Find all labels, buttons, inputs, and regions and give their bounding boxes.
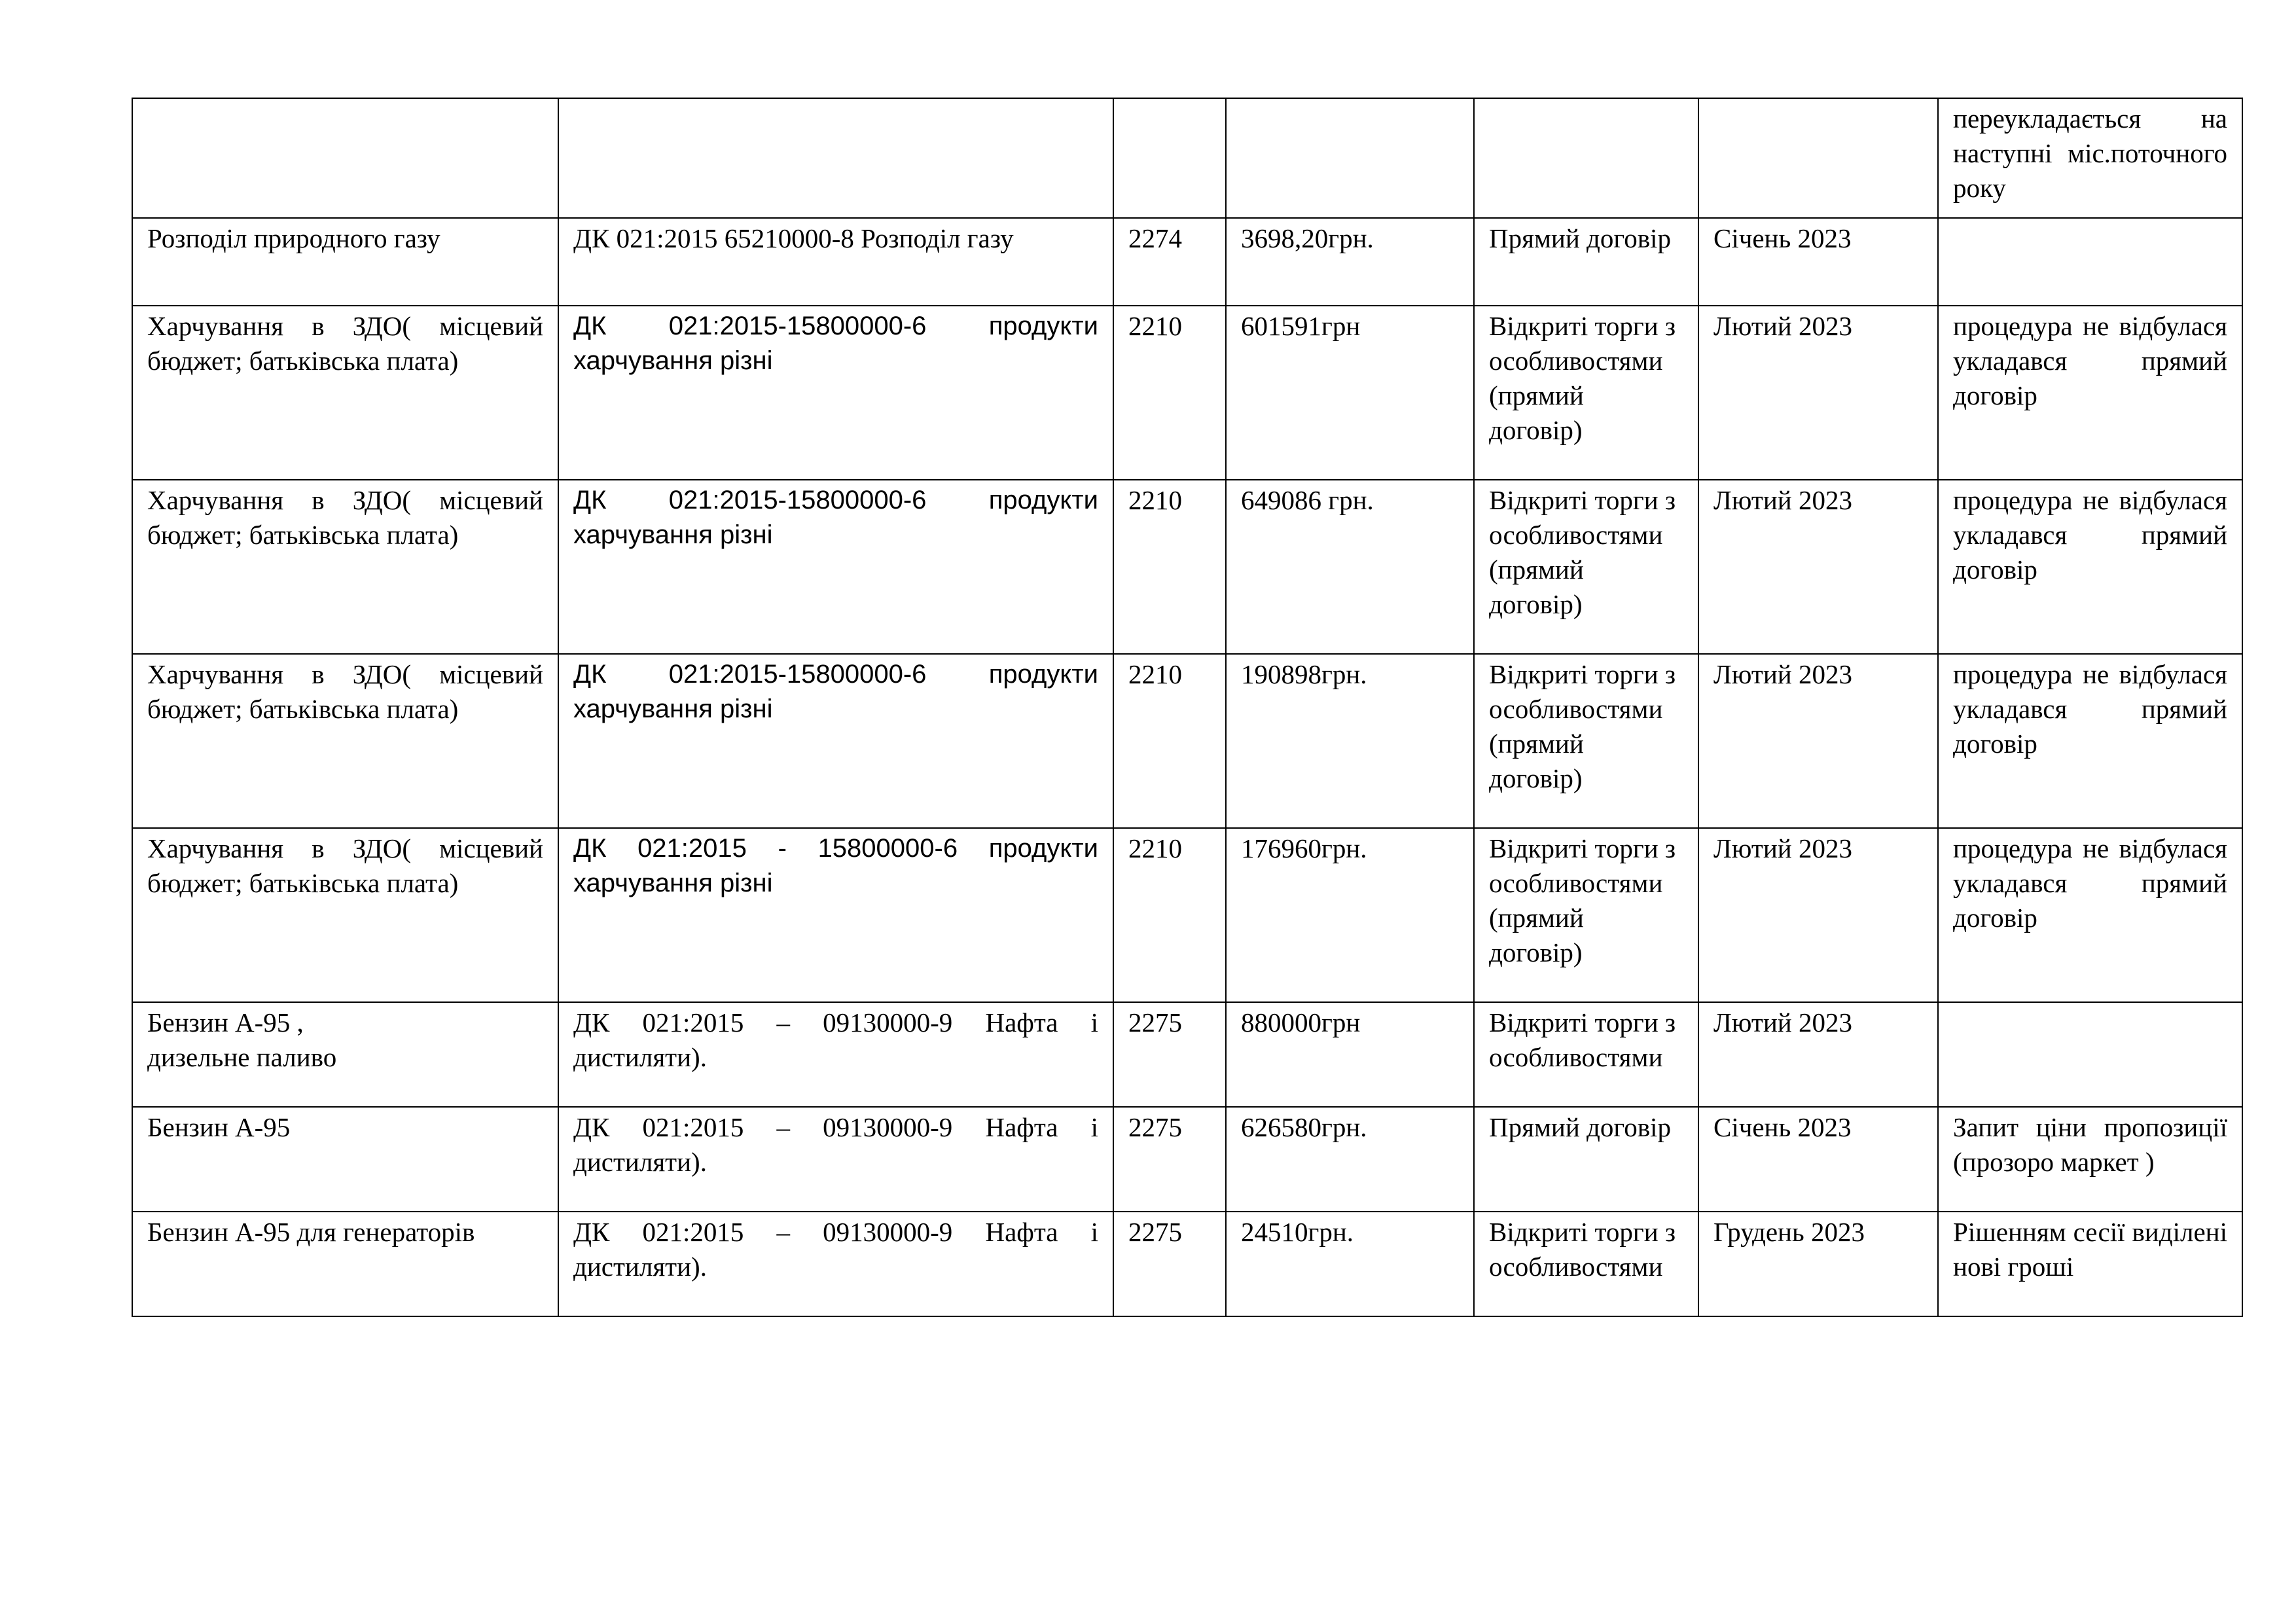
item-name-cell: Харчування в ЗДО( місцевий бюджет; батьківська плата) [132,654,558,828]
amount-cell: 649086 грн. [1226,480,1474,654]
table-row [132,1002,2242,1107]
kekv-cell: 2210 [1113,306,1226,480]
amount-cell: 176960грн. [1226,828,1474,1002]
cpv-code-cell: ДК 021:2015 – 09130000-9 Нафта і дистиляти). [558,1002,1113,1107]
amount-cell: 190898грн. [1226,654,1474,828]
item-name-cell [132,1002,558,1107]
note-cell: Запит ціни пропозиції (прозоро маркет ) [1938,1107,2242,1212]
date-cell: Лютий 2023 [1698,1002,1938,1107]
note-cell: процедура не відбулася укладався прямий договір [1938,654,2242,828]
note-cell: Рішенням сесії виділені нові гроші [1938,1212,2242,1316]
item-name-cell: Харчування в ЗДО( місцевий бюджет; батьківська плата) [132,828,558,1002]
amount-cell: 601591грн [1226,306,1474,480]
procedure-cell: Відкриті торги з особливостями (прямий договір) [1474,828,1698,1002]
cpv-code-cell: ДК 021:2015 – 09130000-9 Нафта і дистиляти). [558,1212,1113,1316]
cpv-code-cell: ДК 021:2015 65210000-8 Розподіл газу [558,218,1113,306]
procedure-cell: Прямий договір [1474,218,1698,306]
kekv-cell: 2210 [1113,480,1226,654]
table-row [132,218,2242,306]
note-cell: процедура не відбулася укладався прямий договір [1938,828,2242,1002]
amount-cell: 24510грн. [1226,1212,1474,1316]
note-cell: переукладається на наступні міс.поточного року [1938,98,2242,218]
table-row [132,1107,2242,1212]
cpv-code-cell: ДК 021:2015-15800000-6 продукти харчування різні [558,654,1113,828]
kekv-cell [1113,98,1226,218]
amount-cell [1226,98,1474,218]
procedure-cell: Відкриті торги з особливостями [1474,1212,1698,1316]
item-name-cell: Бензин А-95 для генераторів [132,1212,558,1316]
kekv-cell: 2275 [1113,1002,1226,1107]
table-row [132,828,2242,1002]
procedure-cell: Відкриті торги з особливостями (прямий договір) [1474,654,1698,828]
item-name-cell: Розподіл природного газу [132,218,558,306]
amount-cell: 626580грн. [1226,1107,1474,1212]
date-cell: Лютий 2023 [1698,480,1938,654]
note-cell [1938,1002,2242,1107]
date-cell: Січень 2023 [1698,1107,1938,1212]
item-name-cell: Харчування в ЗДО( місцевий бюджет; батьківська плата) [132,480,558,654]
table-row [132,98,2242,218]
item-name-cell: Харчування в ЗДО( місцевий бюджет; батьківська плата) [132,306,558,480]
date-cell: Лютий 2023 [1698,306,1938,480]
procedure-cell: Відкриті торги з особливостями (прямий договір) [1474,306,1698,480]
kekv-cell: 2210 [1113,828,1226,1002]
procedure-cell: Відкриті торги з особливостями (прямий договір) [1474,480,1698,654]
table-row [132,654,2242,828]
kekv-cell: 2210 [1113,654,1226,828]
table-row [132,480,2242,654]
date-cell: Січень 2023 [1698,218,1938,306]
procedure-cell: Прямий договір [1474,1107,1698,1212]
cpv-code-cell: ДК 021:2015-15800000-6 продукти харчування різні [558,480,1113,654]
item-name-line: дизельне паливо [147,1042,337,1072]
date-cell: Лютий 2023 [1698,828,1938,1002]
date-cell: Лютий 2023 [1698,654,1938,828]
kekv-cell: 2275 [1113,1212,1226,1316]
note-cell: процедура не відбулася укладався прямий договір [1938,480,2242,654]
note-cell [1938,218,2242,306]
cpv-code-cell [558,98,1113,218]
date-cell [1698,98,1938,218]
date-cell: Грудень 2023 [1698,1212,1938,1316]
amount-cell: 880000грн [1226,1002,1474,1107]
note-cell: процедура не відбулася укладався прямий договір [1938,306,2242,480]
item-name-cell: Бензин А-95 [132,1107,558,1212]
item-name-line: Бензин А-95 , [147,1007,304,1038]
cpv-code-cell: ДК 021:2015 - 15800000-6 продукти харчування різні [558,828,1113,1002]
amount-cell: 3698,20грн. [1226,218,1474,306]
item-name-cell [132,98,558,218]
kekv-cell: 2275 [1113,1107,1226,1212]
procedure-cell [1474,98,1698,218]
procurement-table [132,98,2243,1317]
cpv-code-cell: ДК 021:2015-15800000-6 продукти харчування різні [558,306,1113,480]
table-row [132,1212,2242,1316]
cpv-code-cell: ДК 021:2015 – 09130000-9 Нафта і дистиляти). [558,1107,1113,1212]
table-row [132,306,2242,480]
kekv-cell: 2274 [1113,218,1226,306]
procedure-cell: Відкриті торги з особливостями [1474,1002,1698,1107]
